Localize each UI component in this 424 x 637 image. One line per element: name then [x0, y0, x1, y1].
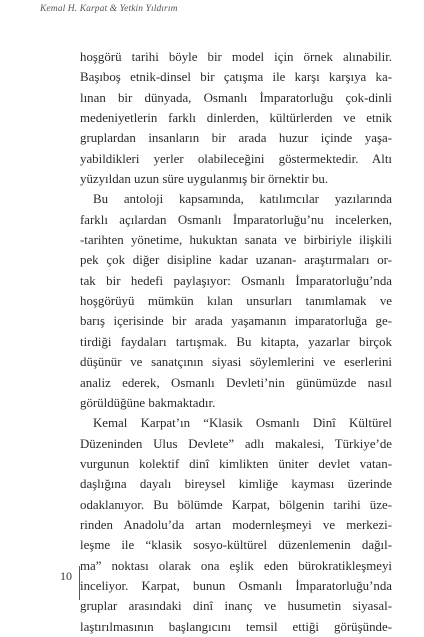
text-line: tirdiği faydaları tartışmak. Bu kitapta, yazarlar birçok [80, 334, 392, 349]
text-line: gruplar arasındaki dinî inanç ve husumetin siyasal- [80, 599, 392, 614]
text-line: hoşgörüyü mümkün kılan unsurları tanımlamak ve [80, 294, 392, 309]
text-line: vurgunun kolektif dinî kimlikten üniter devlet vatan- [80, 456, 392, 471]
paragraph [80, 413, 392, 637]
text-line: yabildikleri yerler olabileceğini göstermektedir. Altı [80, 151, 392, 166]
text-line: odaklanıyor. Bu bölümde Karpat, bölgenin tarihi üze- [80, 497, 392, 512]
paragraph [80, 189, 392, 413]
text-line: ma” noktası olarak ona eşlik eden bürokratikleşmeyi [80, 558, 392, 573]
page-number: 10 [60, 569, 72, 583]
text-line: görüldüğüne bakmaktadır. [80, 395, 216, 410]
body-text [80, 47, 392, 637]
text-line: gruplardan insanların bir arada huzur içinde yaşa- [80, 131, 392, 146]
text-line: Bu antoloji kapsamında, katılımcılar yazılarında [93, 192, 392, 207]
folio-rule [79, 566, 80, 600]
text-line: Başıboş etnik-dinsel bir çatışma ile karşı karşıya ka- [80, 70, 392, 85]
text-line: lınan bir dünyada, Osmanlı İmparatorluğu çok-dinli [80, 90, 392, 105]
text-line: yüzyıldan uzun süre uygulanmış bir örnektir bu. [80, 172, 329, 187]
text-line: rinden Anadolu’da artan modernleşmeyi ve merkezi- [80, 517, 392, 532]
text-line: düşünür ve sanatçının siyasi söylemlerini ve eserlerini [80, 355, 392, 370]
text-line: medeniyetlerin farklı dinlerden, kültürlerden ve etnik [80, 111, 392, 126]
text-line: hoşgörü tarihi böyle bir model için örnek alınabilir. [80, 50, 392, 64]
text-line: leşme ile “klasik sosyo-kültürel düzenlemenin dağıl- [80, 538, 392, 553]
text-line: barış içerisinde bir arada yaşamanın imparatorluğa ge- [80, 314, 392, 329]
text-line: farklı açılardan Osmanlı İmparatorluğu’nu incelerken, [80, 212, 392, 227]
text-line: laştırılmasının başlangıcını temsil ettiği görüşünde- [80, 619, 392, 634]
text-line: daşlığına dayalı bireysel kimliğe kayması üzerinde [80, 477, 392, 492]
paragraph [80, 47, 392, 189]
text-line: analiz ederek, Osmanlı Devleti’nin günümüzde nasıl [80, 375, 392, 390]
text-line: Düzeninden Ulus Devlete” adlı makalesi, Türkiye’de [80, 436, 392, 451]
text-line: -tarihten yönetime, hukuktan sanata ve birbiriyle ilişkili [80, 233, 392, 248]
text-line: tak bir hedefi paylaşıyor: Osmanlı İmparatorluğu’nda [80, 273, 392, 288]
text-line: Kemal Karpat’ın “Klasik Osmanlı Dinî Kültürel [93, 416, 392, 431]
text-line: inceliyor. Karpat, bunun Osmanlı İmparatorluğu’nda [80, 578, 392, 593]
running-header: Kemal H. Karpat & Yetkin Yıldırım [40, 4, 178, 14]
text-line: pek çok diğer disipline kadar uzanan- araştırmaları or- [80, 253, 392, 268]
